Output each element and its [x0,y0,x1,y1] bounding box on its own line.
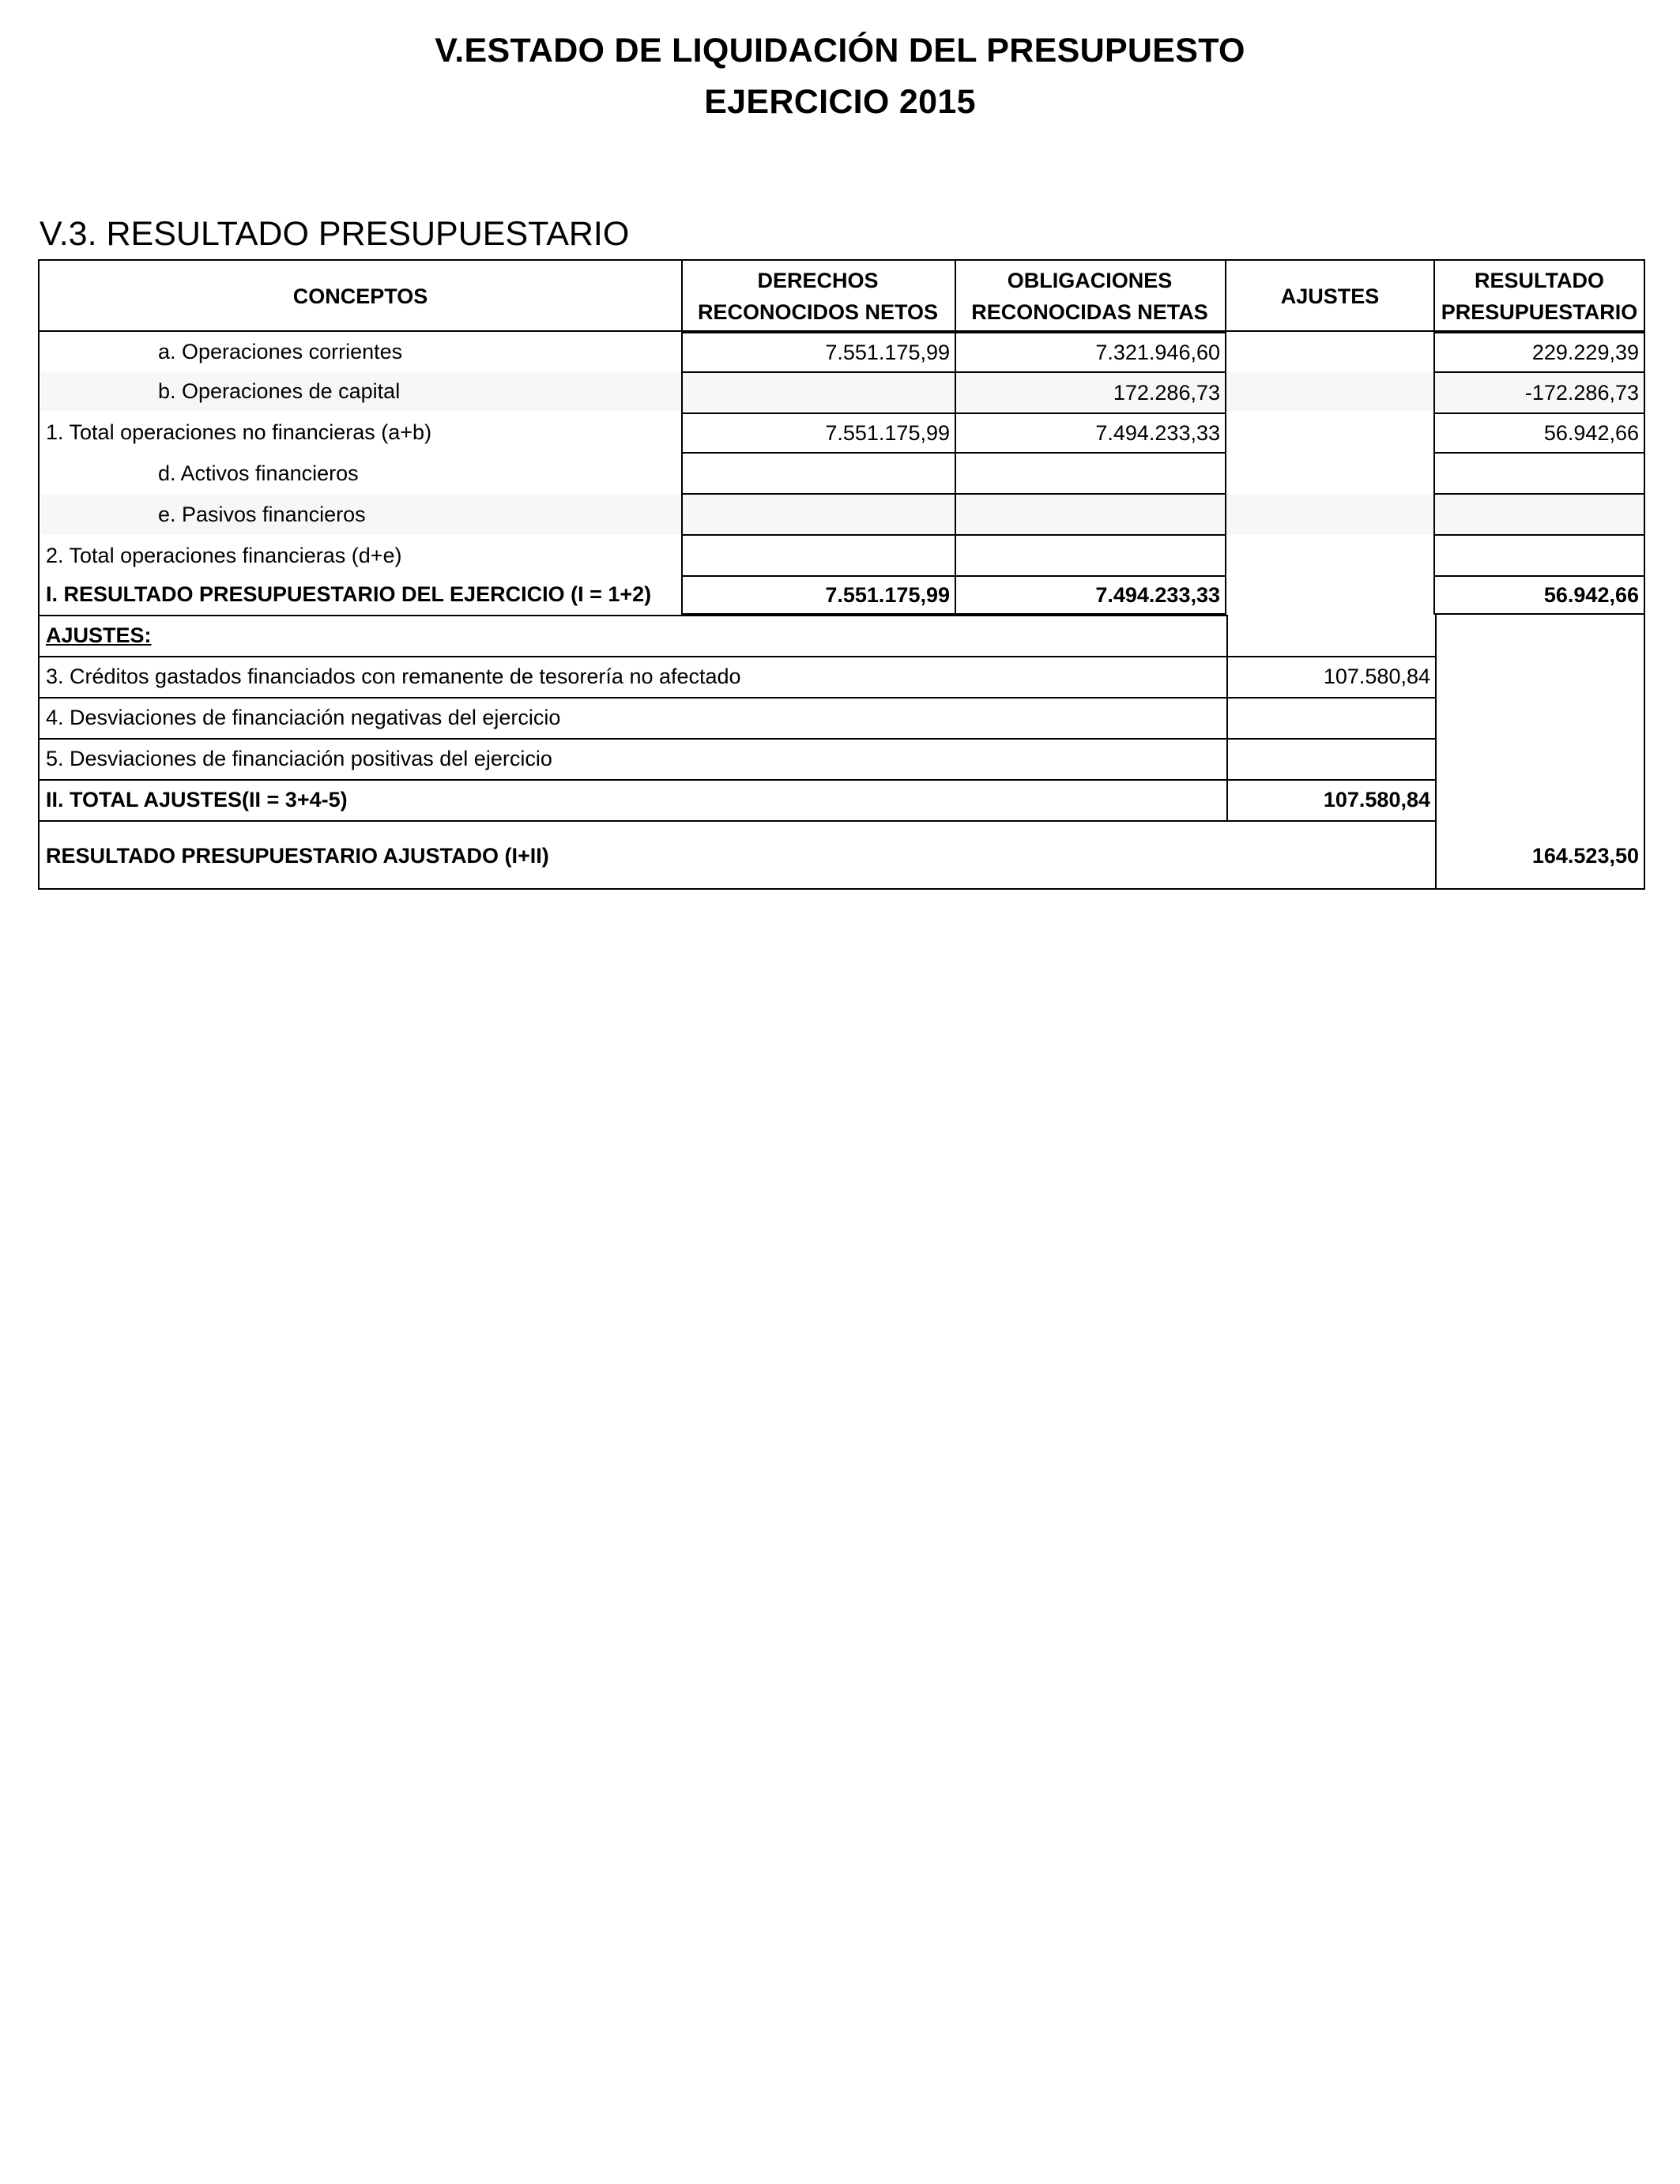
ajuste-row-label: 5. Desviaciones de financiación positivas del ejercicio [46,747,552,770]
table-border [1644,259,1645,890]
derechos-value [681,371,956,414]
obligaciones-value: 172.286,73 [955,371,1226,414]
derechos-value: 7.551.175,99 [681,412,956,454]
obligaciones-value: 7.494.233,33 [955,575,1226,615]
page-subtitle-year: EJERCICIO 2015 [704,83,976,121]
ajuste-total-value: 107.580,84 [1323,788,1430,811]
grid-line [1225,259,1226,332]
header-ajustes: AJUSTES [1280,284,1380,308]
resultado-value [1433,452,1645,495]
resultado-value: 56.942,66 [1433,575,1645,615]
header-conceptos: CONCEPTOS [292,284,428,308]
derechos-value [681,534,956,577]
ajuste-row-value: 107.580,84 [1323,665,1430,688]
ajuste-row-label: 3. Créditos gastados financiados con remanente de tesorería no afectado [46,665,741,688]
grid-line [681,259,683,332]
row-label: 1. Total operaciones no financieras (a+b) [46,420,432,444]
table-border [38,888,1645,890]
derechos-value [681,493,956,536]
resultado-value [1433,493,1645,536]
obligaciones-value [955,452,1226,495]
resultado-value: 56.942,66 [1433,412,1645,454]
ajustes-heading: AJUSTES: [46,623,152,647]
resultado-value: 229.229,39 [1433,332,1645,373]
grid-line [1433,259,1435,332]
header-obligaciones: OBLIGACIONES RECONOCIDAS NETAS [971,269,1208,324]
table-border [38,259,40,890]
derechos-value: 7.551.175,99 [681,332,956,373]
row-label: e. Pasivos financieros [158,503,366,526]
grid-line [38,697,1437,699]
row-label: b. Operaciones de capital [158,379,401,403]
obligaciones-value [955,534,1226,577]
grid-line [1226,615,1228,822]
obligaciones-value [955,493,1226,536]
grid-line [38,656,1437,657]
grid-line [38,738,1437,740]
final-result-value: 164.523,50 [1531,844,1639,868]
final-result-label: RESULTADO PRESUPUESTARIO AJUSTADO (I+II) [46,844,549,868]
obligaciones-value: 7.494.233,33 [955,412,1226,454]
grid-line [38,779,1437,781]
row-label: I. RESULTADO PRESUPUESTARIO DEL EJERCICIO (I = 1+2) [46,582,652,606]
row-label: 2. Total operaciones financieras (d+e) [46,544,402,567]
resultado-value: -172.286,73 [1433,371,1645,414]
grid-line [38,615,1228,616]
obligaciones-value: 7.321.946,60 [955,332,1226,373]
grid-line [38,330,1645,332]
derechos-value: 7.551.175,99 [681,575,956,615]
resultado-value [1433,534,1645,577]
ajuste-row-value [1226,697,1435,738]
grid-line [955,259,956,332]
grid-line [38,820,1437,822]
ajuste-row-value [1226,738,1435,779]
row-label: d. Activos financieros [158,461,359,485]
row-label: a. Operaciones corrientes [158,340,403,363]
ajuste-row-label: 4. Desviaciones de financiación negativas del ejercicio [46,706,561,729]
page-title: V.ESTADO DE LIQUIDACIÓN DEL PRESUPUESTO [435,32,1245,70]
header-resultado: RESULTADO PRESUPUESTARIO [1441,269,1638,324]
table-border [38,259,1645,261]
section-title: V.3. RESULTADO PRESUPUESTARIO [40,215,630,253]
derechos-value [681,452,956,495]
ajuste-total-label: II. TOTAL AJUSTES(II = 3+4-5) [46,788,348,811]
header-derechos: DERECHOS RECONOCIDOS NETOS [697,269,939,324]
